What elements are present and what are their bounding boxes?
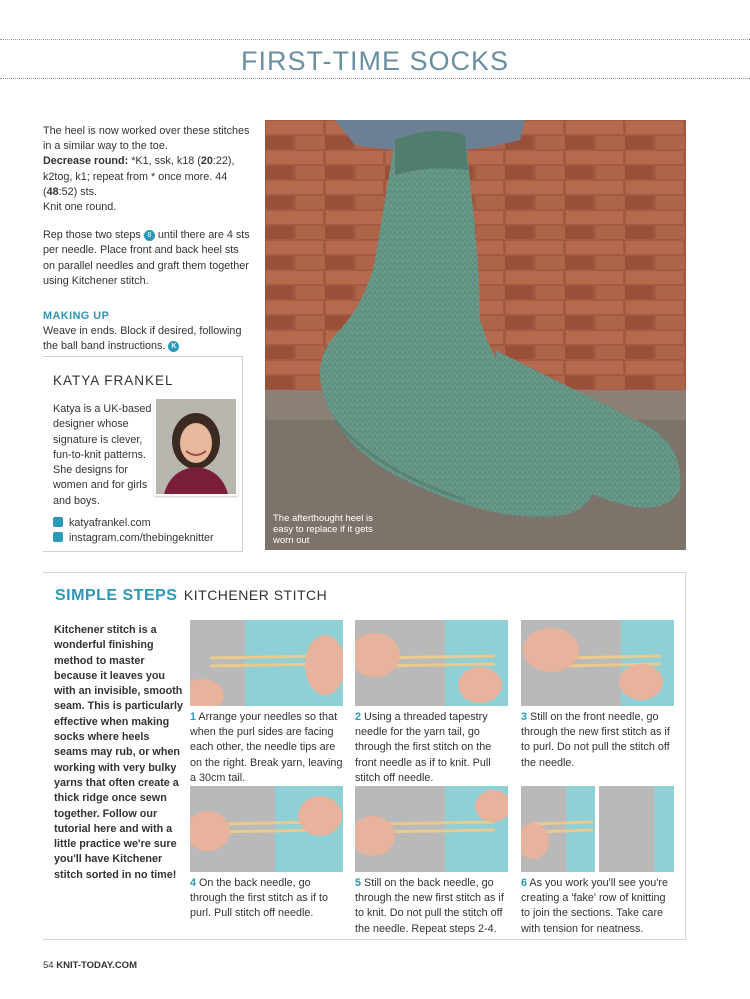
step-4-text xyxy=(190,876,343,922)
page-footer xyxy=(43,960,137,971)
step-4-illustration xyxy=(190,786,343,872)
decrease-size-1: 20 xyxy=(200,155,213,168)
header-rule-top xyxy=(0,39,750,40)
sock-photo xyxy=(265,120,686,550)
step-2-desc: Using a threaded tapestry needle for the yarn tail, go through the first stitch on the front needle as if to knit. Pull stitch off needle. xyxy=(355,711,492,784)
step-1-desc: Arrange your needles so that when the purl sides are facing each other, the needle tips are on the right. Break yarn, leaving a 30cm tail. xyxy=(190,711,343,784)
website-text: katyafrankel.com xyxy=(69,517,151,529)
web-icon xyxy=(53,517,63,527)
step-4 xyxy=(190,786,343,922)
page-title: FIRST-TIME SOCKS xyxy=(240,46,510,76)
step-1-number: 1 xyxy=(190,711,197,723)
step-6-number: 6 xyxy=(521,877,528,889)
step-6-photo xyxy=(521,786,674,872)
header-rule-bottom xyxy=(0,78,750,79)
step-5-desc: Still on the back needle, go through the new first stitch as if to knit. Do not pull the stitch off the needle. Repeat steps 2-4. xyxy=(355,877,504,935)
step-6 xyxy=(521,786,674,937)
heel-intro: The heel is now worked over these stitches in a similar way to the toe. xyxy=(43,125,250,153)
decrease-part-d: :52) sts. xyxy=(58,185,98,198)
step-2-number: 2 xyxy=(355,711,362,723)
heel-paragraph xyxy=(43,124,251,215)
instructions-column xyxy=(43,124,251,368)
step-1-illustration xyxy=(190,620,343,706)
step-2-text xyxy=(355,710,508,786)
footer-site: KNIT-TODAY.COM xyxy=(56,960,137,971)
step-5-text xyxy=(355,876,508,937)
steps-title-bold: SIMPLE STEPS xyxy=(55,587,178,604)
step-2 xyxy=(355,620,508,786)
step-1-photo xyxy=(190,620,343,706)
step-3-desc: Still on the front needle, go through the new first stitch as if to purl. Do not pull the stitch off the needle. xyxy=(521,711,670,769)
steps-intro: Kitchener stitch is a wonderful finishing method to master because it leaves you with an invisible, smooth seam. This is particularly effective when making socks where heels seams may rub, or when working with very bulky yarns that often create a thick ridge once sewn together. Follow our tutorial here and with a little practice we're sure you'll have Kitchener stitch sorted in no time! xyxy=(54,624,184,881)
sock-photo-illustration xyxy=(265,120,686,550)
step-5-number: 5 xyxy=(355,877,362,889)
making-up-paragraph xyxy=(43,309,251,355)
step-4-desc: On the back needle, go through the first stitch as if to purl. Pull stitch off needle. xyxy=(190,877,329,920)
instagram-text: instagram.com/thebingeknitter xyxy=(69,532,214,544)
step-2-photo xyxy=(355,620,508,706)
step-3-text xyxy=(521,710,674,771)
steps-title xyxy=(55,587,327,605)
simple-steps-panel xyxy=(43,572,686,940)
step-2-illustration xyxy=(355,620,508,706)
making-up-heading: MAKING UP xyxy=(43,310,110,323)
step-6-desc: As you work you'll see you're creating a 'fake' row of knitting to join the sections. Take care with tension for neatness. xyxy=(521,877,668,935)
instagram-icon xyxy=(53,532,63,542)
photo-caption: The afterthought heel is easy to replace if it gets worn out xyxy=(273,513,373,546)
step-3 xyxy=(521,620,674,771)
step-number-badge: 8 xyxy=(144,230,155,241)
designer-description: Katya is a UK-based designer whose signature is clever, fun-to-knit patterns. She designs for women and for girls and boys. xyxy=(53,403,152,507)
instagram-link[interactable] xyxy=(53,532,214,544)
designer-name: KATYA FRANKEL xyxy=(53,373,174,388)
step-4-number: 4 xyxy=(190,877,197,889)
website-link[interactable] xyxy=(53,517,151,529)
step-4-photo xyxy=(190,786,343,872)
end-mark-icon: K xyxy=(168,341,179,352)
rep-text-a: Rep those two steps xyxy=(43,229,144,242)
making-up-text: Weave in ends. Block if desired, following the ball band instructions. xyxy=(43,325,242,353)
step-3-photo xyxy=(521,620,674,706)
decrease-part-a: *K1, ssk, k18 ( xyxy=(128,155,201,168)
steps-title-rest: KITCHENER STITCH xyxy=(183,587,328,603)
rep-text-b: until there are 4 sts per needle. Place front and back heel sts on parallel needles and graft them together using Kitchener stitch. xyxy=(43,229,250,287)
decrease-part-c: :22), k2tog, k1; repeat from * once more. 44 ( xyxy=(43,155,235,198)
step-1 xyxy=(190,620,343,786)
step-1-text xyxy=(190,710,343,786)
designer-portrait-image xyxy=(156,399,236,494)
step-3-illustration xyxy=(521,620,674,706)
rep-paragraph xyxy=(43,228,251,289)
knit-round-text: Knit one round. xyxy=(43,201,117,214)
designer-bio xyxy=(43,356,243,552)
step-5 xyxy=(355,786,508,937)
step-3-number: 3 xyxy=(521,711,528,723)
step-5-photo xyxy=(355,786,508,872)
designer-portrait xyxy=(154,397,238,496)
step-6-illustration xyxy=(521,786,674,872)
decrease-size-2: 48 xyxy=(46,185,59,198)
step-5-illustration xyxy=(355,786,508,872)
page-number: 54 xyxy=(43,960,54,971)
decrease-label: Decrease round: xyxy=(43,155,129,168)
step-6-text xyxy=(521,876,674,937)
